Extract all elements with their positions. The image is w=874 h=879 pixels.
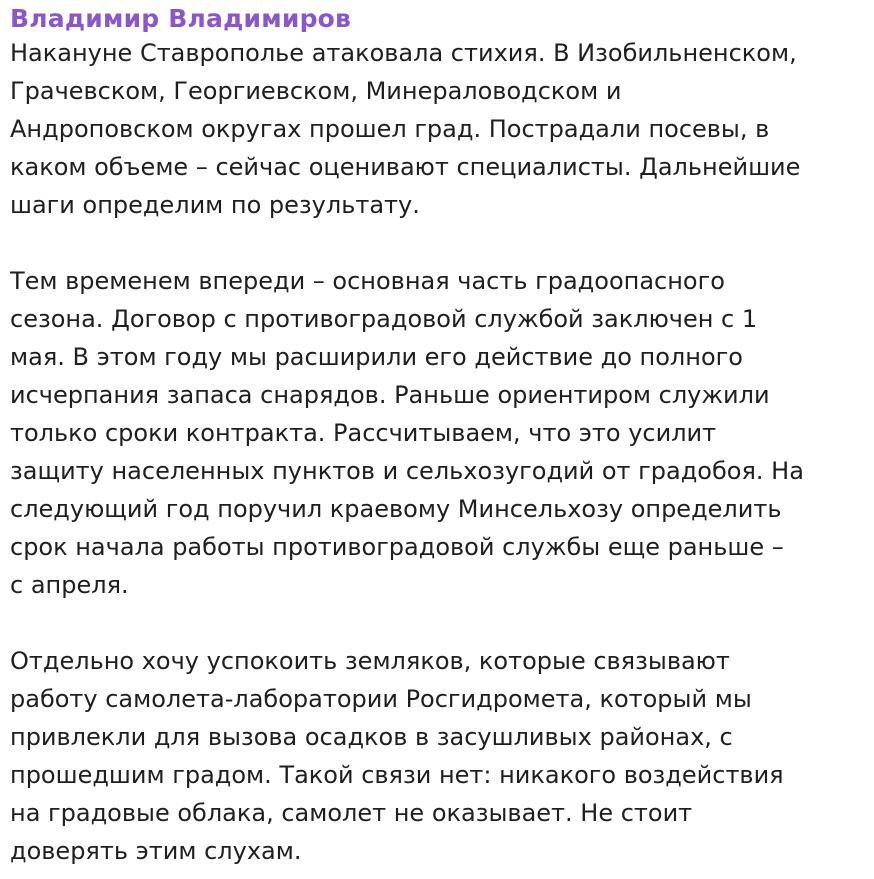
text-line: с апреля.: [10, 571, 129, 599]
message-post: [10, 4, 870, 870]
text-line: доверять этим слухам.: [10, 837, 302, 865]
paragraph-gap: [10, 604, 870, 642]
text-line: Накануне Ставрополье атаковала стихия. В Изобильненском,: [10, 39, 797, 67]
text-line: привлекли для вызова осадков в засушливых районах, с: [10, 723, 733, 751]
text-line: срок начала работы противоградовой службы еще раньше –: [10, 533, 784, 561]
text-line: сезона. Договор с противоградовой службой заключен с 1: [10, 305, 758, 333]
text-line: прошедшим градом. Такой связи нет: никакого воздействия: [10, 761, 784, 789]
text-line: шаги определим по результату.: [10, 191, 420, 219]
text-line: Андроповском округах прошел град. Пострадали посевы, в: [10, 115, 770, 143]
message-paragraph-3: [10, 642, 870, 870]
text-line: Тем временем впереди – основная часть градоопасного: [10, 267, 725, 295]
text-line: исчерпания запаса снарядов. Раньше ориентиром служили: [10, 381, 770, 409]
paragraph-gap: [10, 224, 870, 262]
text-line: следующий год поручил краевому Минсельхозу определить: [10, 495, 782, 523]
message-paragraph-2: [10, 262, 870, 604]
message-paragraph-1: [10, 34, 870, 224]
text-line: работу самолета-лаборатории Росгидромета, который мы: [10, 685, 752, 713]
text-line: Отдельно хочу успокоить земляков, которые связывают: [10, 647, 730, 675]
text-line: Грачевском, Георгиевском, Минераловодском и: [10, 77, 622, 105]
text-line: только сроки контракта. Рассчитываем, что это усилит: [10, 419, 717, 447]
text-line: защиту населенных пунктов и сельхозугодий от градобоя. На: [10, 457, 804, 485]
text-line: каком объеме – сейчас оценивают специалисты. Дальнейшие: [10, 153, 801, 181]
author-name[interactable]: Владимир Владимиров: [10, 4, 352, 33]
text-line: мая. В этом году мы расширили его действие до полного: [10, 343, 743, 371]
text-line: на градовые облака, самолет не оказывает. Не стоит: [10, 799, 693, 827]
